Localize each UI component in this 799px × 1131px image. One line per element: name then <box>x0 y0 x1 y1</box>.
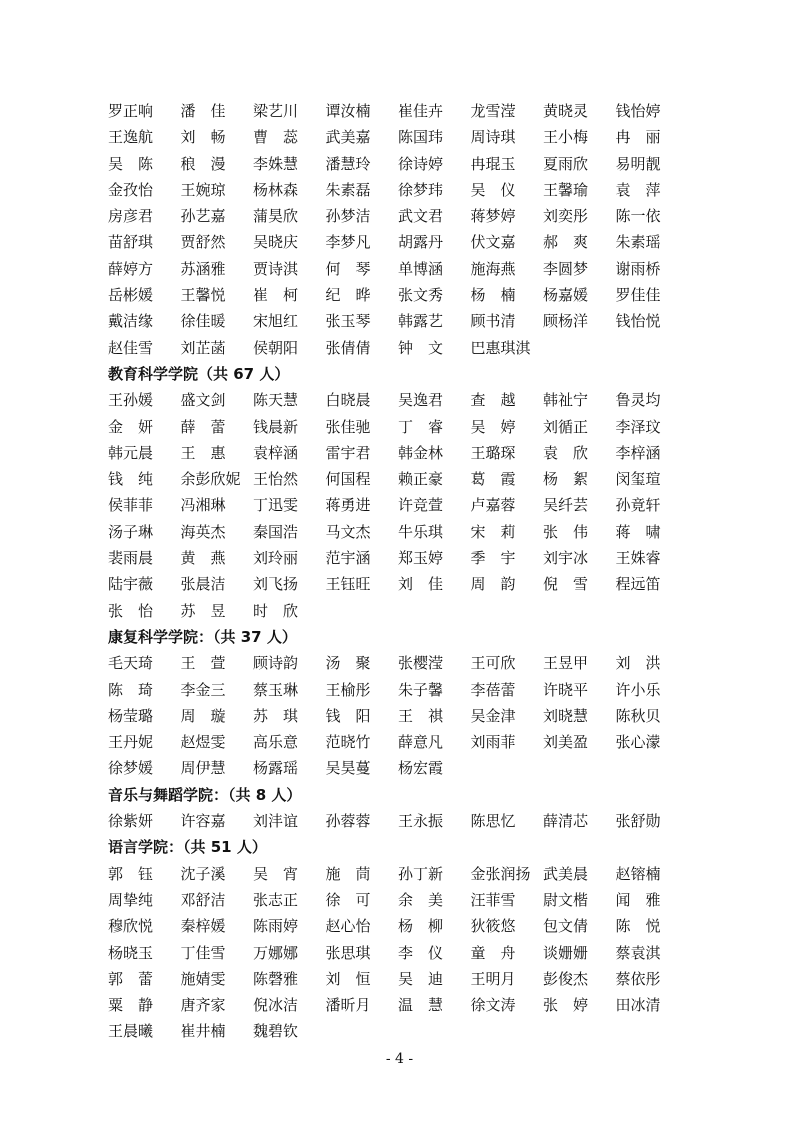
student-name: 丁迅雯 <box>253 496 299 515</box>
student-name: 余彭欣妮 <box>180 470 241 489</box>
student-name: 武美嘉 <box>325 128 371 147</box>
student-name: 夏雨欣 <box>543 154 589 173</box>
student-name: 李姝慧 <box>253 154 299 173</box>
student-name: 王 惠 <box>180 443 226 462</box>
student-name: 高乐意 <box>253 733 299 752</box>
student-name: 施 茼 <box>325 864 371 883</box>
student-name: 蒋 啸 <box>615 522 661 541</box>
student-name: 余 美 <box>398 890 444 909</box>
student-name: 许竞萱 <box>398 496 444 515</box>
student-name: 苏涵雅 <box>180 259 226 278</box>
student-name: 陈一依 <box>615 207 661 226</box>
student-name: 朱素磊 <box>325 180 371 199</box>
student-name: 王馨悦 <box>180 286 226 305</box>
student-name: 唐齐家 <box>180 996 226 1015</box>
student-name: 魏碧钦 <box>253 1022 299 1041</box>
student-name: 杨 柳 <box>398 917 444 936</box>
student-name: 王晨曦 <box>108 1022 154 1041</box>
student-name: 刘晓慧 <box>543 706 589 725</box>
student-name: 顾诗韵 <box>253 654 299 673</box>
student-name: 宋旭红 <box>253 312 299 331</box>
student-name: 牛乐琪 <box>398 522 444 541</box>
name-list <box>108 387 688 624</box>
student-name: 岳彬媛 <box>108 286 154 305</box>
student-name: 张舒勋 <box>615 812 661 831</box>
student-name: 韩金林 <box>398 443 444 462</box>
student-name: 吴 仪 <box>470 180 516 199</box>
student-name: 陈思忆 <box>470 812 516 831</box>
student-name: 刘宇冰 <box>543 549 589 568</box>
student-name: 张志正 <box>253 890 299 909</box>
student-name: 蔡玉琳 <box>253 680 299 699</box>
student-name: 王姝睿 <box>615 549 661 568</box>
student-name: 张思琪 <box>325 943 371 962</box>
student-name: 蒲昊欣 <box>253 207 299 226</box>
student-name: 杨露瑶 <box>253 759 299 778</box>
student-name: 王怡然 <box>253 470 299 489</box>
college-sections <box>108 361 688 1045</box>
student-name: 潘 佳 <box>180 102 226 120</box>
student-name: 纪 晔 <box>325 286 371 305</box>
student-name: 鲁灵均 <box>615 391 661 410</box>
student-name: 杨嘉媛 <box>543 286 589 305</box>
student-name: 刘沣谊 <box>253 812 299 831</box>
college-section <box>108 782 688 835</box>
student-name: 盛文剑 <box>180 391 226 410</box>
page-number: - 4 - <box>385 1051 414 1067</box>
student-name: 刘芷菡 <box>180 338 226 357</box>
student-name: 秦梓媛 <box>180 917 226 936</box>
student-name: 许小乐 <box>615 680 661 699</box>
student-name: 张心濛 <box>615 733 661 752</box>
student-name: 罗佳佳 <box>615 286 661 305</box>
student-name: 汪菲雪 <box>470 890 516 909</box>
student-name: 许容嘉 <box>180 812 226 831</box>
student-name: 韩元晨 <box>108 443 154 462</box>
student-name: 丁 睿 <box>398 417 444 436</box>
student-name: 张文秀 <box>398 286 444 305</box>
student-name: 崔佳卉 <box>398 102 444 120</box>
student-name: 谈姗姗 <box>543 943 589 962</box>
student-name: 王昱甲 <box>543 654 589 673</box>
student-name: 陈 琦 <box>108 680 154 699</box>
student-name: 王永振 <box>398 812 444 831</box>
student-name: 孙艺嘉 <box>180 207 226 226</box>
student-name: 钱怡悦 <box>615 312 661 331</box>
student-name: 陈天慧 <box>253 391 299 410</box>
section-heading: 教育科学学院（共 67 人） <box>108 364 290 383</box>
section-heading: 音乐与舞蹈学院：（共 8 人） <box>108 785 302 804</box>
student-name: 潘慧玲 <box>325 154 371 173</box>
student-name: 程远笛 <box>615 575 661 594</box>
student-name: 宋 莉 <box>470 522 516 541</box>
student-name: 李泽玟 <box>615 417 661 436</box>
student-name: 顾书清 <box>470 312 516 331</box>
student-name: 刘雨菲 <box>470 733 516 752</box>
student-name: 吴昊蔓 <box>325 759 371 778</box>
student-name: 陈国玮 <box>398 128 444 147</box>
student-name: 周 韵 <box>470 575 516 594</box>
student-name: 施婧雯 <box>180 969 226 988</box>
student-name: 郭 蕾 <box>108 969 154 988</box>
student-name: 张 伟 <box>543 522 589 541</box>
student-name: 朱子馨 <box>398 680 444 699</box>
student-name: 杨林森 <box>253 180 299 199</box>
student-name: 何国程 <box>325 470 371 489</box>
student-name: 查 越 <box>470 391 516 410</box>
student-name: 薛 蕾 <box>180 417 226 436</box>
student-name: 武美晨 <box>543 864 589 883</box>
college-section <box>108 361 688 624</box>
student-name: 贾诗淇 <box>253 259 299 278</box>
student-name: 王逸航 <box>108 128 154 147</box>
student-name: 徐紫妍 <box>108 812 154 831</box>
student-name: 王钰旺 <box>325 575 371 594</box>
student-name: 韩露艺 <box>398 312 444 331</box>
college-section <box>108 624 688 782</box>
student-name: 张玉琴 <box>325 312 371 331</box>
student-name: 童 舟 <box>470 943 516 962</box>
student-name: 闵玺瑄 <box>615 470 661 489</box>
student-name: 冉琨玉 <box>470 154 516 173</box>
student-name: 何 琴 <box>325 259 371 278</box>
student-name: 易明靓 <box>615 154 661 173</box>
name-list <box>108 861 688 1045</box>
student-name: 苗舒琪 <box>108 233 154 252</box>
student-name: 狄筱悠 <box>470 917 516 936</box>
student-name: 王 萱 <box>180 654 226 673</box>
student-name: 蒋勇进 <box>325 496 371 515</box>
student-name: 刘玲丽 <box>253 549 299 568</box>
student-name: 李 仪 <box>398 943 444 962</box>
student-name: 钱 阳 <box>325 706 371 725</box>
document-body <box>108 98 688 1045</box>
student-name: 崔 柯 <box>253 286 299 305</box>
student-name: 葛 霞 <box>470 470 516 489</box>
student-name: 侯朝阳 <box>253 338 299 357</box>
student-name: 范晓竹 <box>325 733 371 752</box>
student-name: 白晓晨 <box>325 391 371 410</box>
student-name: 韩祉宁 <box>543 391 589 410</box>
student-name: 卢嘉蓉 <box>470 496 516 515</box>
student-name: 范宇涵 <box>325 549 371 568</box>
student-name: 朱素瑶 <box>615 233 661 252</box>
student-name: 郭 钰 <box>108 864 154 883</box>
student-name: 尉文楷 <box>543 890 589 909</box>
student-name: 张佳驰 <box>325 417 371 436</box>
student-name: 房彦君 <box>108 207 154 226</box>
student-name: 雷宇君 <box>325 443 371 462</box>
student-name: 王丹妮 <box>108 733 154 752</box>
student-name: 冯湘琳 <box>180 496 226 515</box>
student-name: 曹 蕊 <box>253 128 299 147</box>
student-name: 刘循正 <box>543 417 589 436</box>
student-name: 温 慧 <box>398 996 444 1015</box>
student-name: 吴金津 <box>470 706 516 725</box>
student-name: 张 怡 <box>108 601 154 620</box>
student-name: 巴惠琪淇 <box>470 338 531 357</box>
student-name: 李梦凡 <box>325 233 371 252</box>
student-name: 徐文涛 <box>470 996 516 1015</box>
student-name: 孙梦洁 <box>325 207 371 226</box>
student-name: 赖正豪 <box>398 470 444 489</box>
student-name: 伏文嘉 <box>470 233 516 252</box>
student-name: 裴雨晨 <box>108 549 154 568</box>
student-name: 杨莹璐 <box>108 706 154 725</box>
student-name: 时 欣 <box>253 601 299 620</box>
student-name: 梁艺川 <box>253 102 299 120</box>
student-name: 徐梦媛 <box>108 759 154 778</box>
student-name: 万娜娜 <box>253 943 299 962</box>
student-name: 钱晨新 <box>253 417 299 436</box>
student-name: 杨 絮 <box>543 470 589 489</box>
student-name: 谢雨桥 <box>615 259 661 278</box>
student-name: 李金三 <box>180 680 226 699</box>
student-name: 潘昕月 <box>325 996 371 1015</box>
student-name: 丁佳雪 <box>180 943 226 962</box>
student-name: 吴逸君 <box>398 391 444 410</box>
student-name: 徐佳暖 <box>180 312 226 331</box>
student-name: 秦国浩 <box>253 522 299 541</box>
student-name: 海英杰 <box>180 522 226 541</box>
student-name: 倪冰洁 <box>253 996 299 1015</box>
student-name: 汤子琳 <box>108 522 154 541</box>
student-name: 赵佳雪 <box>108 338 154 357</box>
student-name: 孙竟轩 <box>615 496 661 515</box>
student-name: 崔井楠 <box>180 1022 226 1041</box>
student-name: 钱怡婷 <box>615 102 661 120</box>
student-name: 杨宏霞 <box>398 759 444 778</box>
student-name: 贾舒然 <box>180 233 226 252</box>
student-name: 包文倩 <box>543 917 589 936</box>
student-name: 周挚纯 <box>108 890 154 909</box>
student-name: 黄 燕 <box>180 549 226 568</box>
student-name: 吴 宵 <box>253 864 299 883</box>
student-name: 张 婷 <box>543 996 589 1015</box>
student-name: 杨晓玉 <box>108 943 154 962</box>
student-name: 武文君 <box>398 207 444 226</box>
student-name: 周伊慧 <box>180 759 226 778</box>
student-name: 周 璇 <box>180 706 226 725</box>
student-name: 许晓平 <box>543 680 589 699</box>
student-name: 闻 雅 <box>615 890 661 909</box>
student-name: 李蓓蕾 <box>470 680 516 699</box>
student-name: 吴 陈 <box>108 154 154 173</box>
student-name: 刘 恒 <box>325 969 371 988</box>
student-name: 胡露丹 <box>398 233 444 252</box>
student-name: 吴纤芸 <box>543 496 589 515</box>
student-name: 袁梓涵 <box>253 443 299 462</box>
student-name: 毛天琦 <box>108 654 154 673</box>
student-name: 刘美盈 <box>543 733 589 752</box>
student-name: 苏 琪 <box>253 706 299 725</box>
student-name: 薛意凡 <box>398 733 444 752</box>
student-name: 王孙媛 <box>108 391 154 410</box>
student-name: 王可欣 <box>470 654 516 673</box>
student-name: 袁 欣 <box>543 443 589 462</box>
student-name: 谭汝楠 <box>325 102 371 120</box>
student-name: 施海燕 <box>470 259 516 278</box>
student-name: 徐诗婷 <box>398 154 444 173</box>
section-heading: 语言学院：（共 51 人） <box>108 838 267 857</box>
student-name: 袁 萍 <box>615 180 661 199</box>
student-name: 徐 可 <box>325 890 371 909</box>
student-name: 薛婷方 <box>108 259 154 278</box>
student-name: 赵煜雯 <box>180 733 226 752</box>
student-name: 刘 洪 <box>615 654 661 673</box>
student-name: 马文杰 <box>325 522 371 541</box>
student-name: 赵心怡 <box>325 917 371 936</box>
student-name: 陈雨婷 <box>253 917 299 936</box>
student-name: 张晨洁 <box>180 575 226 594</box>
college-section <box>108 834 688 1044</box>
student-name: 罗正响 <box>108 102 154 120</box>
student-name: 李圆梦 <box>543 259 589 278</box>
student-name: 孙蓉蓉 <box>325 812 371 831</box>
student-name: 顾杨洋 <box>543 312 589 331</box>
student-name: 侯菲菲 <box>108 496 154 515</box>
student-name: 徐梦玮 <box>398 180 444 199</box>
student-name: 吴 婷 <box>470 417 516 436</box>
student-name: 戴洁缘 <box>108 312 154 331</box>
student-name: 稂 漫 <box>180 154 226 173</box>
section-heading: 康复科学学院：（共 37 人） <box>108 627 297 646</box>
student-name: 彭俊杰 <box>543 969 589 988</box>
student-name: 孙丁新 <box>398 864 444 883</box>
student-name: 钱 纯 <box>108 470 154 489</box>
student-name: 金孜怡 <box>108 180 154 199</box>
student-name: 单博涵 <box>398 259 444 278</box>
student-name: 刘 佳 <box>398 575 444 594</box>
student-name: 金 妍 <box>108 417 154 436</box>
student-name: 金张润扬 <box>470 864 531 883</box>
student-name: 郑玉婷 <box>398 549 444 568</box>
student-name: 陈 悦 <box>615 917 661 936</box>
student-name: 蒋梦婷 <box>470 207 516 226</box>
student-name: 刘奕彤 <box>543 207 589 226</box>
student-name: 黄晓灵 <box>543 102 589 120</box>
student-name: 陈秋贝 <box>615 706 661 725</box>
student-name: 汤 聚 <box>325 654 371 673</box>
student-name: 赵镕楠 <box>615 864 661 883</box>
student-name: 刘 畅 <box>180 128 226 147</box>
student-name: 穆欣悦 <box>108 917 154 936</box>
student-name: 杨 楠 <box>470 286 516 305</box>
student-name: 蔡袁淇 <box>615 943 661 962</box>
student-name: 邓舒洁 <box>180 890 226 909</box>
student-name: 沈子溪 <box>180 864 226 883</box>
student-name: 田冰清 <box>615 996 661 1015</box>
student-name: 王 祺 <box>398 706 444 725</box>
student-name: 李梓涵 <box>615 443 661 462</box>
student-name: 张倩倩 <box>325 338 371 357</box>
student-name: 蔡依彤 <box>615 969 661 988</box>
student-name: 薛清芯 <box>543 812 589 831</box>
student-name: 吴晓庆 <box>253 233 299 252</box>
student-name: 王馨瑜 <box>543 180 589 199</box>
student-name: 季 宇 <box>470 549 516 568</box>
name-list-continued <box>108 98 688 361</box>
name-list <box>108 650 688 781</box>
student-name: 郝 爽 <box>543 233 589 252</box>
student-name: 王璐琛 <box>470 443 516 462</box>
student-name: 钟 文 <box>398 338 444 357</box>
name-list <box>108 808 688 834</box>
student-name: 冉 丽 <box>615 128 661 147</box>
student-name: 王榆彤 <box>325 680 371 699</box>
student-name: 王明月 <box>470 969 516 988</box>
student-name: 粟 静 <box>108 996 154 1015</box>
student-name: 龙雪滢 <box>470 102 516 120</box>
student-name: 吴 迪 <box>398 969 444 988</box>
student-name: 王小梅 <box>543 128 589 147</box>
student-name: 倪 雪 <box>543 575 589 594</box>
student-name: 陆宇薇 <box>108 575 154 594</box>
student-name: 刘飞扬 <box>253 575 299 594</box>
student-name: 陈磬雅 <box>253 969 299 988</box>
student-name: 王婉琼 <box>180 180 226 199</box>
student-name: 张樱滢 <box>398 654 444 673</box>
student-name: 周诗琪 <box>470 128 516 147</box>
student-name: 苏 昱 <box>180 601 226 620</box>
